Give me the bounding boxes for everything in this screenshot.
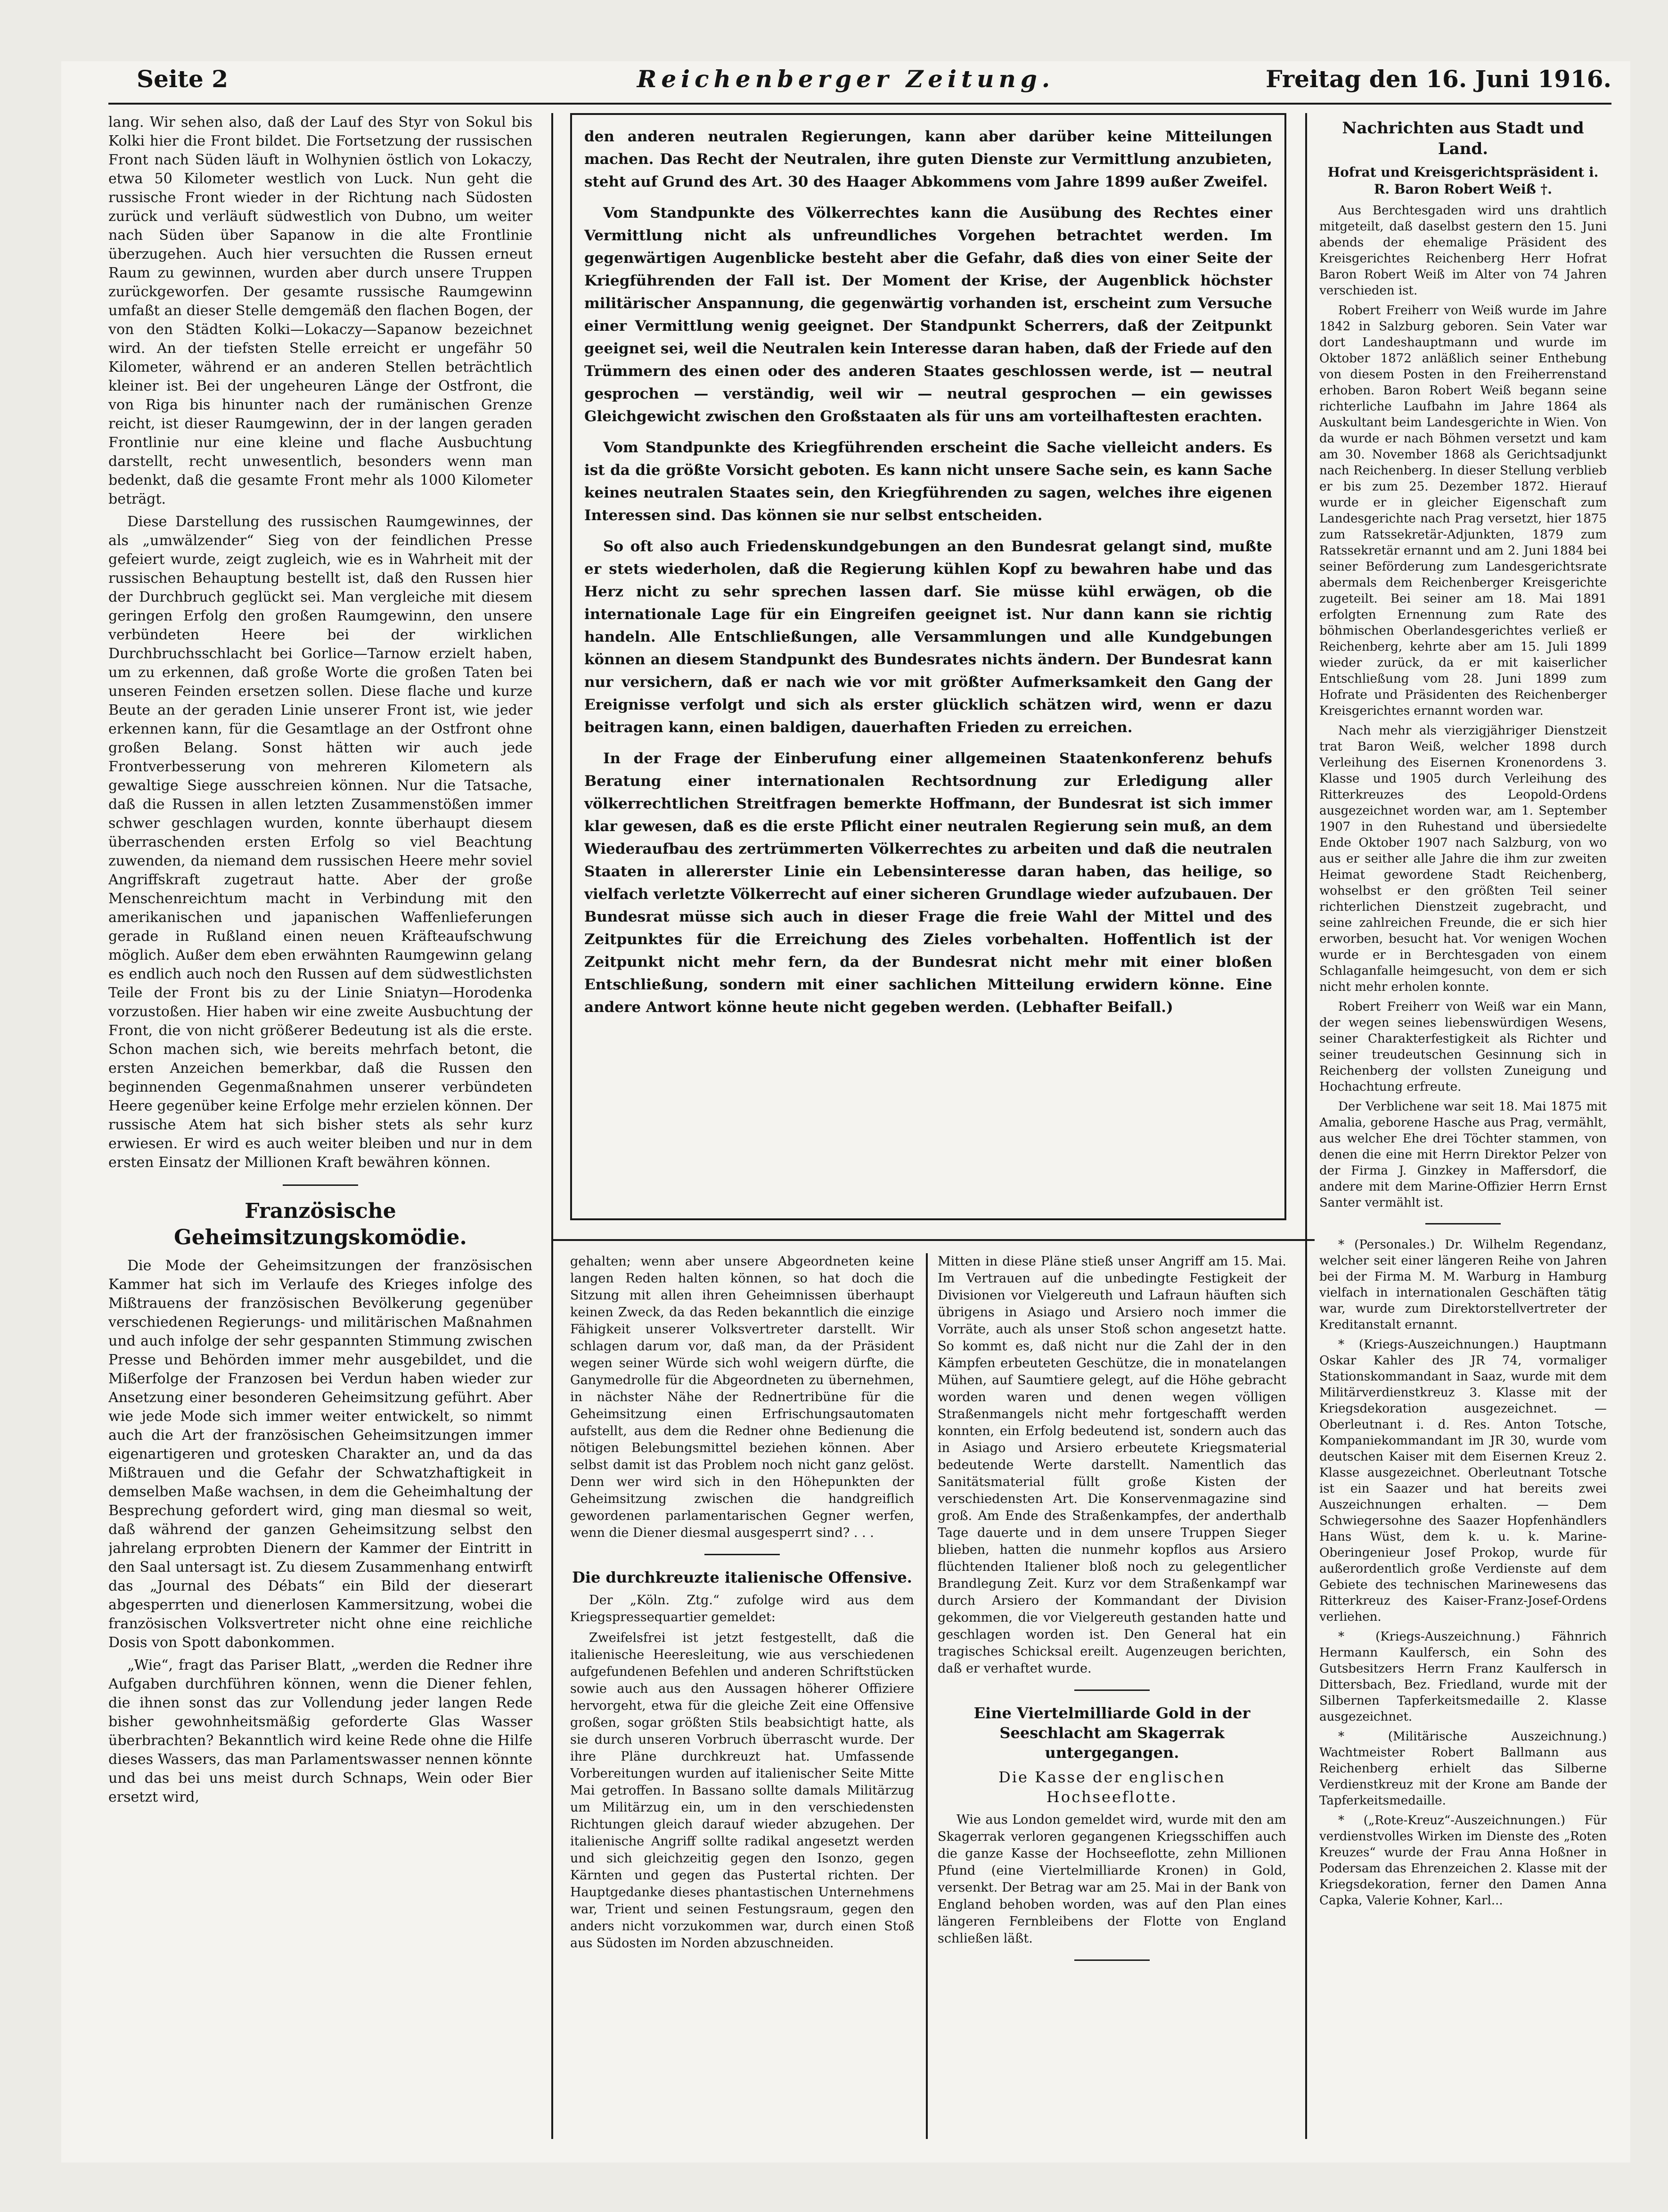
article-paragraph: Vom Standpunkte des Kriegführenden erscheint die Sache vielleicht anders. Es ist da die größte Vorsicht geboten. Es kann nicht unsere Sache sein, es kann Sache keines neutralen Staates sein, den Kriegführenden zu sagen, welches ihre eigenen Interessen sind. Das können sie nur selbst entscheiden. <box>584 439 1272 524</box>
article-subheading: Die Kasse der englischen Hochseeflotte. <box>998 1768 1226 1806</box>
column-rule <box>551 113 553 2139</box>
article-heading: Die durchkreuzte italienische Offensive. <box>572 1568 912 1586</box>
news-item: * (Personales.) Dr. Wilhelm Regendanz, welcher seit einer längeren Reihe von Jahren bei der Firma M. M. Warburg in Hamburg vielfach in internationalen Geschäften tätig war, wurde zum Direktorstellvertreter der Kreditanstalt ernannt. <box>1319 1238 1607 1332</box>
article-paragraph: „Wie“, fragt das Pariser Blatt, „werden die Redner ihre Aufgaben durchführen können, wenn die Diener fehlen, die ihnen sonst das zur Vollendung jeder langen Rede bisher gewohnheitsmäßig geforderte Glas Wasser überbrachten? Bekanntlich wird keine Rede ohne die Hilfe dieses Wassers, das man Parlamentswasser nennen könnte und das bei uns meist durch Schnaps, Wein oder Bier ersetzt wird, <box>108 1657 532 1805</box>
separator <box>1074 1690 1150 1691</box>
news-item: * (Kriegs-Auszeichnungen.) Hauptmann Oskar Kahler des JR 74, vormaliger Stationskommandant in Saaz, wurde mit dem Militärverdienstkreuz 3. Klasse mit der Kriegsdekoration ausgezeichnet. — Oberleutnant i. d. Res. Anton Totsche, Kompaniekommandant im JR 30, wurde vom deutschen Kaiser mit dem Eisernen Kreuz 2. Klasse ausgezeichnet. Oberleutnant Totsche ist ein Saazer und hat bereits zwei Auszeichnungen erhalten. — Dem Schwiegersohne des Saazer Hopfenhändlers Hans Wüst, dem k. u. k. Marine-Oberingenieur Josef Prokop, wurde für außerordentlich große Verdienste auf dem Gebiete des technischen Marinewesens das Ritterkreuz des Kaiser-Franz-Josef-Ordens verliehen. <box>1319 1338 1607 1624</box>
article-paragraph: Der Verblichene war seit 18. Mai 1875 mit Amalia, geborene Hasche aus Prag, vermählt, aus welcher Ehe drei Töchter stammen, von denen die eine mit Herrn Direktor Pelzer von der Firma J. Ginzkey in Maffersdorf, die andere mit dem Marine-Offizier Herrn Ernst Santer vermählt ist. <box>1319 1100 1607 1210</box>
article-paragraph: Zweifelsfrei ist jetzt festgestellt, daß die italienische Heeresleitung, wie aus verschiedenen aufgefundenen Befehlen und anderen Schriftstücken sowie auch aus den Aussagen höherer Offiziere hervorgeht, etwa für die gleiche Zeit eine Offensive großen, sogar größten Stils beabsichtigt hatte, als sie durch unseren Vorbruch überrascht wurde. Der ihre Pläne durchkreuzt hat. Umfassende Vorbereitungen wurden auf italienischer Seite Mitte Mai getroffen. In Bassano sollte damals Militärzug um Militärzug ein, um in den verschiedensten Richtungen gleich darauf wieder abzugehen. Der italienische Angriff sollte radikal angesetzt werden und sich gleichzeitig gegen den Isonzo, gegen Kärnten und gegen das Pustertal richten. Der Hauptgedanke dieses phantastischen Unternehmens war, Trient und seinen Festungsraum, gegen den anders nicht vorzukommen war, durch einen Stoß aus Südosten im Norden abzuschneiden. <box>570 1631 914 1951</box>
page-number: Seite 2 <box>137 65 229 93</box>
article-paragraph: Die Mode der Geheimsitzungen der französischen Kammer hat sich im Verlaufe des Krieges infolge des Mißtrauens der französischen Bevölkerung gegenüber verschiedenen Regierungs- und militärischen Maßnahmen und auch infolge der sehr gespannten Stimmung zwischen Presse und Behörden immer mehr ausgebildet, und die Mißerfolge der Franzosen bei Verdun haben wieder zur Ansetzung einer besonderen Geheimsitzung geführt. Aber wie jede Mode sich immer weiter entwickelt, so nimmt auch die Art der französischen Geheimsitzungen immer eigenartigeren und grotesken Charakter an, und da das Mißtrauen und die Gefahr der Schwatzhaftigkeit in demselben Maße wachsen, in dem die Geheimhaltung der Besprechung gefordert wird, ging man diesmal so weit, daß während der ganzen Geheimsitzung selbst den jahrelang erprobten Dienern der Kammer der Eintritt in den Saal untersagt ist. Zu diesem Zusammenhang entwirft das „Journal des Débats“ ein Bild der dieserart abgesperrten und dienerlosen Kammersitzung, wobei die französischen Volksvertreter nicht ohne eine reichliche Dosis von Spott dabonkommen. <box>108 1257 532 1651</box>
article-paragraph: lang. Wir sehen also, daß der Lauf des Styr von Sokul bis Kolki hier die Front bildet. Die Fortsetzung der russischen Front nach Süden läuft in Wolhynien östlich von Lokaczy, etwa 50 Kilometer westlich von Luck. Nun geht die russische Front wieder in der Richtung nach Südosten zurück und verläuft südwestlich von Dubno, um weiter nach Süden über Sapanow in die alte Frontlinie überzugehen. Auch hier versuchten die Russen erneut Raum zu gewinnen, wurden aber durch unsere Truppen zurückgeworfen. Der gesamte russische Raumgewinn umfaßt an dieser Stelle demgemäß den flachen Bogen, der von den Städten Kolki—Lokaczy—Sapanow bezeichnet wird. An der tiefsten Stelle erreicht er ungefähr 50 Kilometer, während er an anderen Stellen beträchtlich kleiner ist. Bei der ungeheuren Länge der Ostfront, die von Riga bis hinunter nach der rumänischen Grenze reicht, ist dieser Raumgewinn, der in der langen geraden Frontlinie nur eine kleine und flache Ausbuchtung darstellt, recht unwesentlich, besonders wenn man bedenkt, daß die gesamte Front mehr als 1000 Kilometer beträgt. <box>108 114 532 507</box>
article-heading: Französische Geheimsitzungskomödie. <box>174 1199 467 1249</box>
article-heading: Eine Viertelmilliarde Gold in der Seeschlacht am Skagerrak untergegangen. <box>973 1704 1251 1762</box>
article-paragraph: Aus Berchtesgaden wird uns drahtlich mitgeteilt, daß daselbst gestern den 15. Juni abends der ehemalige Präsident des Kreisgerichtes Reichenberg Herr Hofrat Baron Robert Weiß im Alter von 74 Jahren verschieden ist. <box>1319 204 1607 298</box>
column-1 <box>108 113 532 2139</box>
article-paragraph: Robert Freiherr von Weiß war ein Mann, der wegen seines liebenswürdigen Wesens, seiner Charakterfestigkeit als Richter und seiner treudeutschen Gesinnung sich in Reichenberg der vollsten Zuneigung und Hochachtung erfreute. <box>1319 1000 1607 1094</box>
column-4 <box>1319 113 1607 2139</box>
article-paragraph: In der Frage der Einberufung einer allgemeinen Staatenkonferenz behufs Beratung einer internationalen Rechtsordnung zur Erledigung aller völkerrechtlichen Streitfragen bemerkte Hoffmann, der Bundesrat ist sich immer klar gewesen, daß es die erste Pflicht einer neutralen Regierung sein muß, an dem Wiederaufbau des zertrümmerten Völkerrechtes zu arbeiten und daß die neutralen Staaten in allererster Linie ein Lebensinteresse daran haben, das heilige, so vielfach verletzte Völkerrecht auf einer sicheren Grundlage wieder aufzubauen. Der Bundesrat müsse sich auch in dieser Frage die freie Wahl der Mittel und des Zeitpunktes für die Erreichung des Zieles vorbehalten. Hoffentlich ist der Zeitpunkt nicht mehr fern, da der Bundesrat nicht mehr mit einer bloßen Entschließung, sondern mit einer sachlichen Mitteilung erwidern könne. Eine andere Antwort könne heute nicht gegeben werden. (Lebhafter Beifall.) <box>584 750 1272 1016</box>
article-paragraph: So oft also auch Friedenskundgebungen an den Bundesrat gelangt sind, mußte er stets wiederholen, daß die Regierung kühlen Kopf zu bewahren habe und das Herz nicht zu sehr sprechen lassen darf. Sie müsse kühl erwägen, ob die internationale Lage für ein Eingreifen geeignet ist. Nur dann kann sie richtig handeln. Alle Entschließungen, alle Versammlungen und alle Kundgebungen können an diesem Standpunkt des Bundesrates nichts ändern. Der Bundesrat kann nur versichern, daß er nach wie vor mit größter Aufmerksamkeit den Gang der Ereignisse verfolgt und sich als erster glücklich schätzen wird, wenn er dazu beitragen kann, einen baldigen, dauerhaften Frieden zu erreichen. <box>584 538 1272 736</box>
news-item: * (Kriegs-Auszeichnung.) Fähnrich Hermann Kaulfersch, ein Sohn des Gutsbesitzers Herrn Franz Kaulfersch in Dittersbach, Bez. Friedland, wurde mit der Silbernen Tapferkeitsmedaille 2. Klasse ausgezeichnet. <box>1319 1630 1607 1724</box>
newspaper-page <box>61 61 1630 2163</box>
article-paragraph: Der „Köln. Ztg.“ zufolge wird aus dem Kriegspressequartier gemeldet: <box>570 1593 914 1624</box>
column-2 <box>570 1253 914 2139</box>
separator <box>1425 1223 1501 1224</box>
section-heading: Nachrichten aus Stadt und Land. <box>1342 119 1584 158</box>
article-paragraph: Mitten in diese Pläne stieß unser Angriff am 15. Mai. Im Vertrauen auf die unbedingte Festigkeit der Divisionen vor Vielgereuth und Lafraun häuften sich übrigens in Asiago und Arsiero noch immer die Vorräte, auch als unser Stoß schon angesetzt hatte. So kommt es, daß nicht nur die Zahl der in den Kämpfen erbeuteten Geschütze, die in monatelangen Mühen, auf Saumtiere gelegt, auf die Höhe gebracht worden waren und denen wegen völligen Straßenmangels nicht mehr fortgeschafft werden konnten, ein Erfolg bedeutend ist, sondern auch das in Asiago und Arsiero erbeutete Kriegsmaterial bedeutende Werte darstellt. Namentlich das Sanitätsmaterial füllt große Kisten der verschiedensten Art. Die Konservenmagazine sind groß. Am Ende des Straßenkampfes, der anderthalb Tage dauerte und in dem unsere Truppen Sieger blieben, hatten die nunmehr kopflos aus Arsiero flüchtenden Italiener bloß noch zu gelegentlicher Brandlegung Zeit. Kurz vor dem Straßenkampf war durch Arsiero der Kommandant der Division gekommen, die vor Vielgereuth gestanden hatte und geschlagen worden ist. Den General hat ein tragisches Schicksal ereilt. Augenzeugen berichten, daß er verhaftet wurde. <box>938 1254 1286 1676</box>
newspaper-title: Reichenberger Zeitung. <box>637 65 1055 93</box>
separator <box>1074 1959 1150 1961</box>
column-rule <box>926 1253 928 2139</box>
issue-date: Freitag den 16. Juni 1916. <box>1266 65 1611 93</box>
column-rule <box>1305 113 1307 2139</box>
separator <box>704 1554 780 1555</box>
article-paragraph: Wie aus London gemeldet wird, wurde mit den am Skagerrak verloren gegangenen Kriegsschiffen auch die ganze Kasse der Hochseeflotte, zehn Millionen Pfund (eine Viertelmilliarde Kronen) in Gold, versenkt. Der Betrag war am 25. Mai in der Bank von England behoben worden, was auf den Plan eines längeren Fernbleibens der Flotte von England schließen läßt. <box>938 1812 1286 1946</box>
article-paragraph: den anderen neutralen Regierungen, kann aber darüber keine Mitteilungen machen. Das Recht der Neutralen, ihre guten Dienste zur Vermittlung anzubieten, steht auf Grund des Art. 30 des Haager Abkommens vom Jahre 1899 außer Zweifel. <box>584 128 1272 190</box>
article-paragraph: Nach mehr als vierzigjähriger Dienstzeit trat Baron Weiß, welcher 1898 durch Verleihung des Eisernen Kronenordens 3. Klasse und 1905 durch Verleihung des Ritterkreuzes des Leopold-Ordens ausgezeichnet worden war, am 1. September 1907 in den Ruhestand und übersiedelte Ende Oktober 1907 nach Salzburg, von wo aus er seither alle Jahre die ihm zur zweiten Heimat gewordene Stadt Reichenberg, wohselbst er den größten Teil seiner richterlichen Dienstzeit zugebracht, und seine zahlreichen Freunde, die er sich hier erworben, besucht hat. Vor wenigen Wochen wurde er in Berchtesgaden von einem Schlaganfalle heimgesucht, von dem er sich nicht mehr erholen konnte. <box>1319 724 1607 994</box>
article-heading: Hofrat und Kreisgerichtspräsident i. R. Baron Robert Weiß †. <box>1327 164 1599 197</box>
page-header <box>61 61 1630 99</box>
header-rule <box>108 103 1611 105</box>
boxed-article <box>570 113 1286 1220</box>
news-item: * („Rote-Kreuz“-Auszeichnungen.) Für verdienstvolles Wirken im Dienste des „Roten Kreuzes“ wurde der Frau Anna Hoßner in Podersam das Ehrenzeichen 2. Klasse mit der Kriegsdekoration, ferner den Damen Anna Capka, Valerie Kohner, Karl... <box>1319 1813 1607 1908</box>
news-item: * (Militärische Auszeichnung.) Wachtmeister Robert Ballmann aus Reichenberg erhielt das Silberne Verdienstkreuz mit der Krone am Bande der Tapferkeitsmedaille. <box>1319 1730 1607 1808</box>
separator <box>283 1184 358 1186</box>
article-paragraph: gehalten; wenn aber unsere Abgeordneten keine langen Reden halten können, so hat doch die Sitzung mit allen ihren Geheimnissen überhaupt keinen Zweck, da das Reden bekanntlich die einzige Fähigkeit unserer Volksvertreter darstellt. Wir schlagen darum vor, daß man, da der Präsident wegen seiner Würde sich wohl weigern dürfte, die Ganymedrolle für die Abgeordneten zu übernehmen, in nächster Nähe der Rednertribüne für die Geheimsitzung einen Erfrischungsautomaten aufstellt, aus dem die Redner ohne Bedienung die nötigen Belebungsmittel beziehen können. Aber selbst damit ist das Problem noch nicht ganz gelöst. Denn wer wird sich in den Höhepunkten der Geheimsitzung zwischen die handgreiflich gewordenen parlamentarischen Gegner werfen, wenn die Diener diesmal ausgesperrt sind? . . . <box>570 1254 914 1540</box>
article-paragraph: Vom Standpunkte des Völkerrechtes kann die Ausübung des Rechtes einer Vermittlung nicht als unfreundliches Vorgehen betrachtet werden. Im gegenwärtigen Augenblicke besteht aber die Gefahr, daß dies von einer Seite der Kriegführenden der Fall ist. Der Moment der Krise, der Augenblick höchster militärischer Anspannung, die gegenwärtig vorhanden ist, erscheint zum Versuche einer Vermittlung wenig geeignet. Der Standpunkt Scherrers, daß der Zeitpunkt geeignet sei, weil die Neutralen kein Interesse daran haben, daß der Friede auf den Trümmern des einen oder des anderen Staates geschlossen werde, ist — neutral gesprochen — verständig, weil wir — neutral gesprochen — ein gewisses Gleichgewicht zwischen den Großstaaten als für uns am vorteilhaftesten erachten. <box>584 204 1272 425</box>
column-3 <box>938 1253 1286 2139</box>
section-rule <box>551 1239 1315 1241</box>
article-paragraph: Robert Freiherr von Weiß wurde im Jahre 1842 in Salzburg geboren. Sein Vater war dort Landeshauptmann und wurde im Oktober 1872 anläßlich seiner Enthebung von diesem Posten in den Freiherrenstand erhoben. Baron Robert Weiß begann seine richterliche Laufbahn im Jahre 1864 als Auskultant beim Landesgerichte in Wien. Von da wurde er nach Böhmen versetzt und kam am 30. November 1868 als Gerichtsadjunkt nach Reichenberg. In dieser Stellung verblieb er bis zum 25. Dezember 1872. Hierauf wurde er in gleicher Eigenschaft zum Landesgerichte nach Prag versetzt, hier 1875 zum Ratssekretär-Adjunkten, 1879 zum Ratssekretär ernannt und am 2. Juni 1884 bei seiner Beförderung zum Landesgerichtsrate abermals dem Reichenberger Kreisgerichte zugeteilt. Bei seiner am 18. Mai 1891 erfolgten Ernennung zum Rate des böhmischen Oberlandesgerichtes verließ er Reichenberg, kehrte aber am 15. Juli 1899 wieder zurück, da er mit kaiserlicher Entschließung vom 28. Juni 1899 zum Hofrate und Präsidenten des Reichenberger Kreisgerichtes ernannt worden war. <box>1319 303 1607 718</box>
article-paragraph: Diese Darstellung des russischen Raumgewinnes, der als „umwälzender“ Sieg von der feindlichen Presse gefeiert wurde, zeigt zugleich, wie es in Wahrheit mit der russischen Behauptung bestellt ist, daß den Russen hier der Durchbruch geglückt sei. Man vergleiche mit diesem geringen Erfolg den großen Raumgewinn, den unsere verbündeten Heere bei der wirklichen Durchbruchsschlacht bei Gorlice—Tarnow erzielt haben, um zu erkennen, daß große Worte die großen Taten bei unseren Feinden ersetzen sollen. Diese flache und kurze Beute an der geraden Linie unserer Front ist, wie jeder erkennen kann, für die Gesamtlage an der Ostfront ohne großen Belang. Sonst hätten wir auch jede Frontverbesserung von mehreren Kilometern als gewaltige Siege ausschreien können. Nur die Tatsache, daß die Russen in allen letzten Zusammenstößen immer schwer geschlagen wurden, konnte überhaupt diesem überraschenden ersten Erfolg so viel Beachtung zuwenden, da niemand dem russischen Heere mehr soviel Angriffskraft zugetraut hatte. Aber der große Menschenreichtum macht in Verbindung mit den amerikanischen und japanischen Waffenlieferungen gerade in Rußland einen neuen Kräfteaufschwung möglich. Außer dem eben erwähnten Raumgewinn gelang es endlich auch noch den Russen auf dem südwestlichsten Teile der Front bis zu der Linie Sniatyn—Horodenka vorzustoßen. Hier haben wir eine zweite Ausbuchtung der Front, die von nicht größerer Bedeutung ist als die erste. Schon machen sich, wie bereits mehrfach betont, die ersten Anzeichen bemerkbar, daß die Russen den beginnenden Gegenmaßnahmen unserer verbündeten Heere gegenüber keine Erfolge mehr erzielen können. Der russische Atem hat sich bisher stets als sehr kurz erwiesen. Er wird es auch weiter bleiben und nur in dem ersten Einsatz der Millionen Kraft bewähren können. <box>108 514 532 1171</box>
